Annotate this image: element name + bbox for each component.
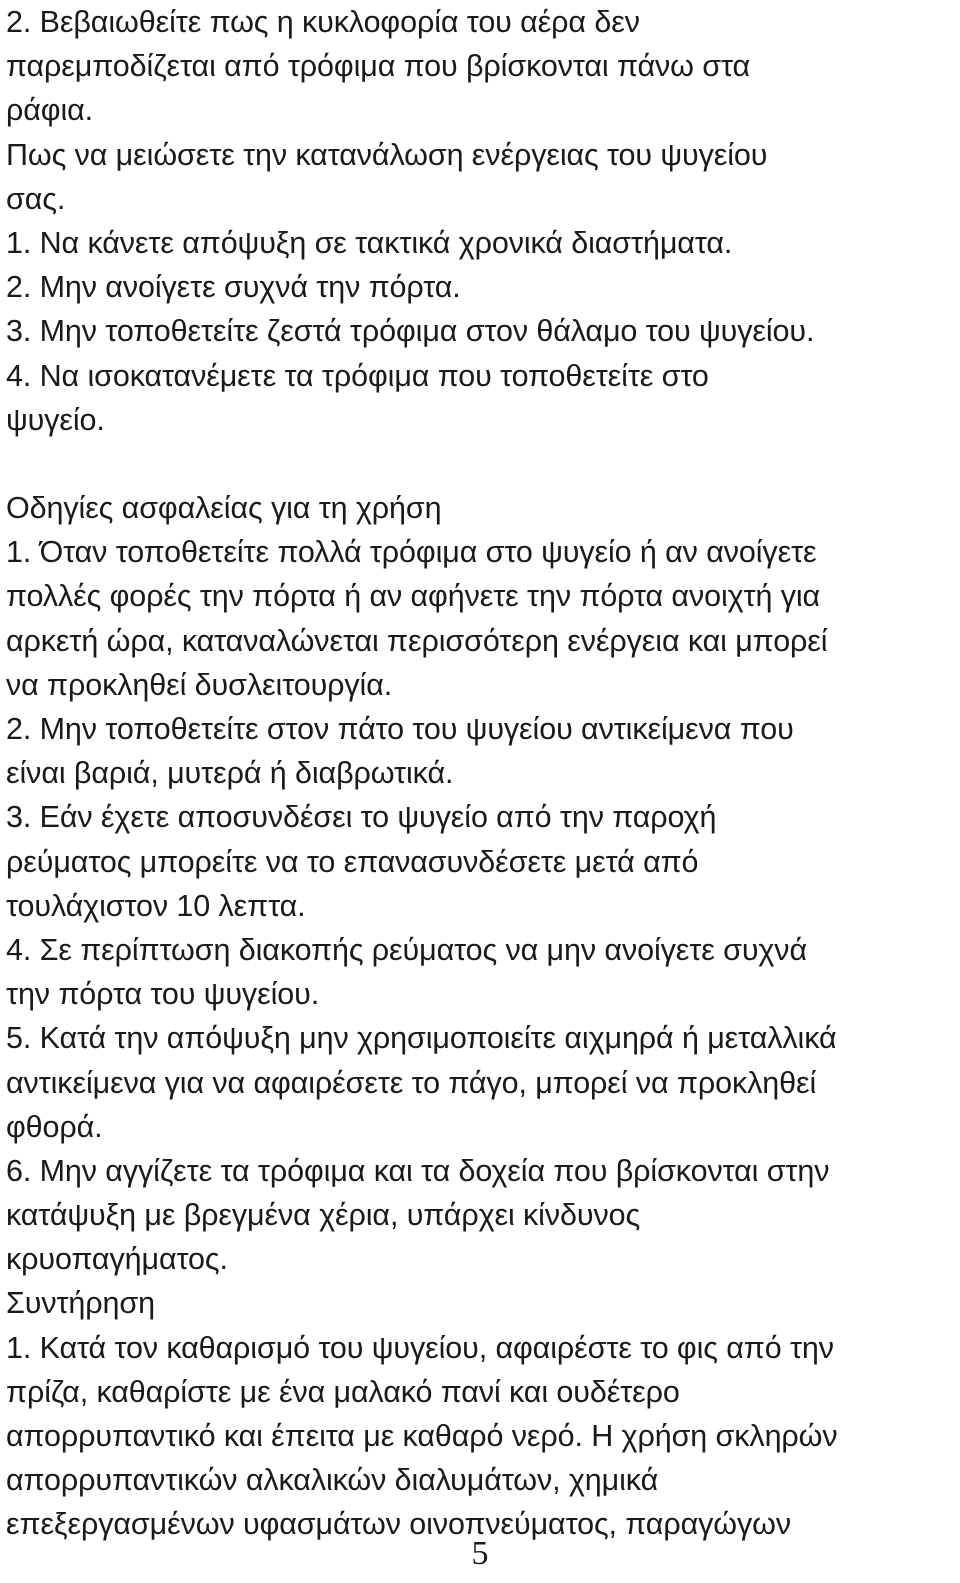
list-item: 3. Εάν έχετε αποσυνδέσει το ψυγείο από την παροχή bbox=[6, 800, 717, 835]
text-line: κρυοπαγήματος. bbox=[6, 1242, 228, 1277]
list-item: 6. Μην αγγίζετε τα τρόφιμα και τα δοχεία που βρίσκονται στην bbox=[6, 1153, 830, 1188]
text-line: παρεμποδίζεται από τρόφιμα που βρίσκονται πάνω στα bbox=[6, 49, 751, 84]
text-line: πρίζα, καθαρίστε με ένα μαλακό πανί και ουδέτερο bbox=[6, 1374, 680, 1409]
document-body bbox=[6, 0, 956, 1547]
text-line: αρκετή ώρα, καταναλώνεται περισσότερη ενέργεια και μπορεί bbox=[6, 623, 828, 658]
text-line: να προκληθεί δυσλειτουργία. bbox=[6, 667, 393, 702]
text-line: την πόρτα του ψυγείου. bbox=[6, 977, 320, 1012]
list-item: 4. Να ισοκατανέμετε τα τρόφιμα που τοποθετείτε στο bbox=[6, 358, 709, 393]
text-line: κατάψυξη με βρεγμένα χέρια, υπάρχει κίνδυνος bbox=[6, 1198, 641, 1233]
text-line: ψυγείο. bbox=[6, 402, 105, 437]
text-line: απορρυπαντικών αλκαλικών διαλυμάτων, χημικά bbox=[6, 1463, 659, 1498]
list-item: 5. Κατά την απόψυξη μην χρησιμοποιείτε αιχμηρά ή μεταλλικά bbox=[6, 1021, 837, 1056]
section-heading-maintenance: Συντήρηση bbox=[6, 1286, 155, 1321]
text-line: 2. Βεβαιωθείτε πως η κυκλοφορία του αέρα δεν bbox=[6, 5, 640, 39]
list-item: 2. Μην τοποθετείτε στον πάτο του ψυγείου αντικείμενα που bbox=[6, 712, 794, 746]
page-number: 5 bbox=[471, 1535, 489, 1572]
text-line: επεξεργασμένων υφασμάτων οινοπνεύματος, παραγώγων bbox=[6, 1507, 792, 1542]
text-line: σας. bbox=[6, 181, 66, 216]
text-line: αντικείμενα για να αφαιρέσετε το πάγο, μπορεί να προκληθεί bbox=[6, 1065, 817, 1100]
list-item: 1. Όταν τοποθετείτε πολλά τρόφιμα στο ψυγείο ή αν ανοίγετε bbox=[6, 535, 817, 570]
section-heading-safety: Οδηγίες ασφαλείας για τη χρήση bbox=[6, 491, 442, 526]
text-line: τουλάχιστον 10 λεπτα. bbox=[6, 888, 306, 923]
list-item: 1. Να κάνετε απόψυξη σε τακτικά χρονικά διαστήματα. bbox=[6, 225, 733, 260]
text-line: είναι βαριά, μυτερά ή διαβρωτικά. bbox=[6, 756, 454, 791]
text-line: απορρυπαντικό και έπειτα με καθαρό νερό. Η χρήση σκληρών bbox=[6, 1419, 838, 1453]
text-line: πολλές φορές την πόρτα ή αν αφήνετε την πόρτα ανοιχτή για bbox=[6, 579, 821, 614]
list-item: 3. Μην τοποθετείτε ζεστά τρόφιμα στον θάλαμο του ψυγείου. bbox=[6, 314, 815, 349]
list-item: 2. Μην ανοίγετε συχνά την πόρτα. bbox=[6, 270, 461, 305]
list-item: 4. Σε περίπτωση διακοπής ρεύματος να μην ανοίγετε συχνά bbox=[6, 932, 807, 967]
text-line: φθορά. bbox=[6, 1109, 103, 1144]
section-heading-energy: Πως να μειώσετε την κατανάλωση ενέργειας του ψυγείου bbox=[6, 137, 768, 172]
list-item: 1. Κατά τον καθαρισμό του ψυγείου, αφαιρέστε το φις από την bbox=[6, 1330, 834, 1365]
blank-line bbox=[6, 442, 956, 486]
text-line: ράφια. bbox=[6, 93, 94, 128]
text-line: ρεύματος μπορείτε να το επανασυνδέσετε μετά από bbox=[6, 844, 699, 879]
